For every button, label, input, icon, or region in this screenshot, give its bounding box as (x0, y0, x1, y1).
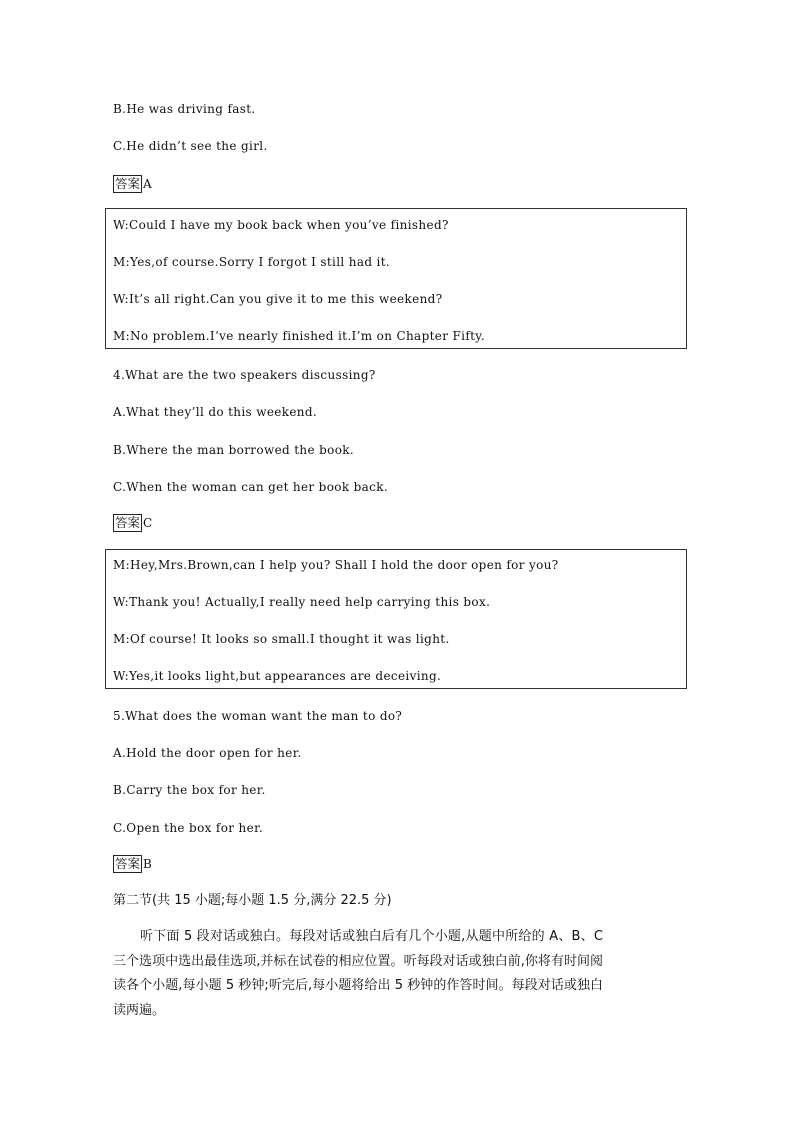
q5-option-b: B.Carry the box for her. (113, 783, 266, 797)
transcript-line: M:Of course! It looks so small.I thought it was light. (113, 632, 450, 646)
q4-option-c: C.When the woman can get her book back. (113, 480, 389, 494)
q4-option-a: A.What they’ll do this weekend. (113, 405, 318, 419)
answer-value: A (143, 177, 152, 191)
transcript-line: M:No problem.I’ve nearly finished it.I’m on Chapter Fifty. (113, 329, 485, 343)
q5-option-c: C.Open the box for her. (113, 821, 264, 835)
q3-option-b: B.He was driving fast. (113, 102, 256, 116)
transcript-box-q5 (105, 549, 687, 689)
answer-value: C (143, 516, 153, 530)
q4-answer (113, 513, 152, 533)
transcript-box-q4 (105, 208, 687, 349)
section-heading: 第二节(共 15 小题;每小题 1.5 分,满分 22.5 分) (113, 893, 392, 908)
answer-value: B (143, 857, 152, 871)
transcript-line: W:Could I have my book back when you’ve finished? (113, 218, 449, 232)
transcript-line: M:Hey,Mrs.Brown,can I help you? Shall I hold the door open for you? (113, 558, 559, 572)
transcript-line: W:Thank you! Actually,I really need help carrying this box. (113, 595, 491, 609)
transcript-line: W:Yes,it looks light,but appearances are deceiving. (113, 669, 442, 683)
transcript-line: M:Yes,of course.Sorry I forgot I still had it. (113, 255, 391, 269)
answer-label: 答案 (115, 856, 141, 871)
q4-option-b: B.Where the man borrowed the book. (113, 443, 355, 457)
q4-question: 4.What are the two speakers discussing? (113, 368, 376, 382)
transcript-line: W:It’s all right.Can you give it to me this weekend? (113, 292, 443, 306)
q3-answer (113, 174, 152, 194)
section-instructions: 听下面 5 段对话或独白。每段对话或独白后有几个小题,从题中所给的 A、B、C 三个选项中选出最佳选项,并标在试卷的相应位置。听每段对话或独白前,你将有时间阅读各个小题,每小题 5 秒钟;听完后,每小题将给出 5 秒钟的作答时间。每段对话或独白读两遍。 (113, 929, 603, 1018)
answer-label: 答案 (115, 515, 141, 530)
q3-option-c: C.He didn’t see the girl. (113, 139, 268, 153)
q5-answer (113, 854, 152, 874)
answer-label: 答案 (115, 176, 141, 191)
q5-question: 5.What does the woman want the man to do? (113, 709, 403, 723)
q5-option-a: A.Hold the door open for her. (113, 746, 302, 760)
